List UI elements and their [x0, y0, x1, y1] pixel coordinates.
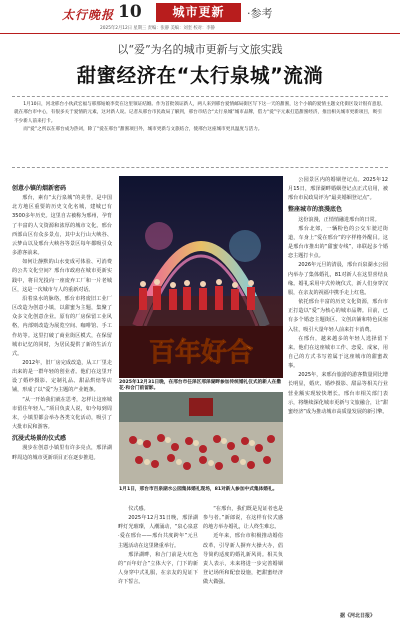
body-paragraph: 邢台北郊，一辆粉色的公交车驶过街道，车身上“爱在邢台”的字样格外醒目。这是邢台市推出的“甜蜜专线”，串联起多个婚恋主题打卡点。	[288, 225, 388, 260]
right-column	[288, 176, 388, 608]
body-paragraph: 2012年，旧厂房完成改造，从工厂里走出来的是一群年轻的创业者。他们在这里开设了婚纱摄影、定制礼品、甜品烘焙等店铺，形成了以“爱”为主题的产业链条。	[12, 359, 112, 394]
left-column	[12, 182, 112, 620]
body-paragraph: 沿着泉水的脉络，邢台市将废旧工业厂区改造为创意小镇，以甜蜜为主题，集聚了众多文化创意企业。原有的厂房保留工业风格，内部则改造为展览空间、咖啡馆、手工作坊等。这里打破了商业街区模式，在保留城市记忆的同时，为居民提供了新的生活方式。	[12, 295, 112, 357]
wedding-arch-illustration	[119, 176, 283, 378]
lead-paragraph: 1月10日，河北邢台小伙武宏福与邢那姑娘李奕在这里领证结婚。作为首批领证新人，两人来到邢台爱情邮局街区写下这一天的甜蜜，这个小镇的爱情主题文化街区设计很有意思，就在邢台市中心，有很多关于爱情的元素，这对新人说。记者从邢台市民政局了解到，邢台市结合“太行泉城”城市品牌，借力“爱”字元素打造甜蜜经济，推出相关城市更新项目，吸引不少新人前来打卡。	[14, 102, 386, 124]
masthead-rule	[0, 33, 400, 34]
group-wedding-photo	[119, 392, 283, 484]
masthead	[0, 0, 400, 34]
body-paragraph: 2025年，来邢台旅游的游客数量同比增长明显，婚庆、婚纱摄影、甜品等相关行业营业额实现较快增长。邢台市相关部门表示，将继续深化城市更新与文旅融合，让“甜蜜经济”成为推动城市高质量发展的新引擎。	[288, 372, 388, 415]
body-paragraph: 这份浪漫，正悄悄融进邢台的日常。	[298, 216, 380, 223]
body-paragraph: 如何让静默的山水变成可体验、可消费的公共文化空间？邢台市政府在城市更新实践中，将目光投向一座废弃工厂和一片老城区，这是一次城市与人的重新对话。	[12, 259, 112, 293]
body-paragraph: 仪式感。	[128, 506, 149, 512]
meta-line: 2025年2月12日 星期三 责编：张静 美编：刘奎 校对：李静	[100, 26, 215, 31]
lead-paragraph: 而“爱”之所以在邢台成为热词，除了“爱在邢台”甜蜜项目外，城市更新与文旅结合，使邢台这座城市更具温度与活力。	[23, 127, 263, 133]
sign-text: 百年好合	[148, 338, 254, 368]
wedding-arch-photo	[119, 176, 283, 378]
body-paragraph: “在邢台，我们既是见证者也是参与者。”新郎说，在这样有仪式感的地方举办婚礼，让人终生难忘。	[203, 506, 283, 531]
body-paragraph: “从一开始我们就在思考，怎样让这座城市留住年轻人。”项目负责人说，如今每到周末，小镇里都会举办各类文化活动，吸引了大批市民和游客。	[12, 396, 112, 431]
paper-name: 太行晚报	[62, 8, 115, 22]
source-credit: 据《河北日报》	[340, 613, 376, 619]
middle-column-1	[118, 505, 198, 620]
body-paragraph: 邢泽湖畔，和合门前是大红色的“百年好合”立体大字，门下的新人身穿中式礼服，在亲友的见证下许下誓言。	[118, 551, 198, 586]
middle-column-2	[203, 505, 283, 620]
section-label: 城市更新	[156, 3, 241, 22]
page-number: 10	[118, 2, 142, 22]
photo2-caption: 1月1日，邢台市百泉湖水公园集体婚礼现场，81对新人参加中式集体婚礼。	[119, 487, 278, 492]
body-paragraph: 2025年12月31日晚，邢泽湖畔灯光璀璨，人潮涌动，“泉心泉意·爱在邢台——邢台共度跨年”元旦主题活动在这里隆重举行。	[118, 515, 198, 549]
body-paragraph: 漫步在创意小镇里有许多亮点，邢泽湖畔周边的城市更新项目正在逐步推进。	[12, 445, 112, 461]
section-heading: 沉浸式场景的仪式感	[12, 435, 67, 443]
group-wedding-illustration	[119, 392, 283, 484]
section-heading: 整座城市的浪漫底色	[288, 206, 343, 214]
body-paragraph: 2026年元旦的清晨，邢台百泉湖水公园内举办了集体婚礼，81对新人在这里喜结良缘。婚礼采用中式传统仪式，新人们身穿汉服，在亲友的祝福中携手走上红毯。	[288, 262, 388, 296]
article-lead	[12, 96, 388, 168]
body-paragraph: 在邢台，越来越多的年轻人选择留下来。他们在这座城市工作、恋爱、成家，用自己的方式书写着属于这座城市的甜蜜故事。	[288, 335, 388, 370]
body-paragraph: 近年来，邢台市积极推动婚俗改革，引导新人摒弃大操大办，倡导简约适度的婚礼新风尚。相关负责人表示，未来将进一步完善婚姻登记场所和配套设施，把甜蜜经济做大做强。	[203, 533, 283, 586]
body-paragraph: 邢台，素有“太行泉城”的美誉，是中国北方地区重要的历史文化名城，建城已有3500多年历史。这里自古被称为邢州，孕育了丰富的人文资源和浓厚的城市文化。邢台西部山区有众多景点，其中太行山大峡谷、云梦山以及邢台大峡谷等景区每年都吸引众多游客前来。	[12, 195, 112, 257]
article-headline: 甜蜜经济在“太行泉城”流淌	[76, 64, 324, 87]
section-heading: 创意小镇的烟新密码	[12, 185, 67, 192]
ref-tag: ·参考	[247, 7, 273, 20]
photo1-caption: 2025年12月31日晚，在邢台市任泽区邢泽湖畔参加传统婚礼仪式的新人在撒花·和合门前留影。	[119, 380, 282, 391]
body-paragraph: 公园景区内的婚姻登记点。2025年12月15日，邢泽湖畔婚姻登记点正式启用，被邢台市民政局评为“最美婚姻登记点”。	[288, 177, 388, 202]
body-paragraph: 依托邢台丰富的历史文化资源，邢台市正打造以“爱”为核心的城市品牌。目前，已有多个婚恋主题街区、文创店铺和特色民宿入驻，吸引大量年轻人前来打卡消费。	[288, 299, 388, 333]
article-subtitle: 以“爱”为名的城市更新与文旅实践	[117, 43, 283, 56]
